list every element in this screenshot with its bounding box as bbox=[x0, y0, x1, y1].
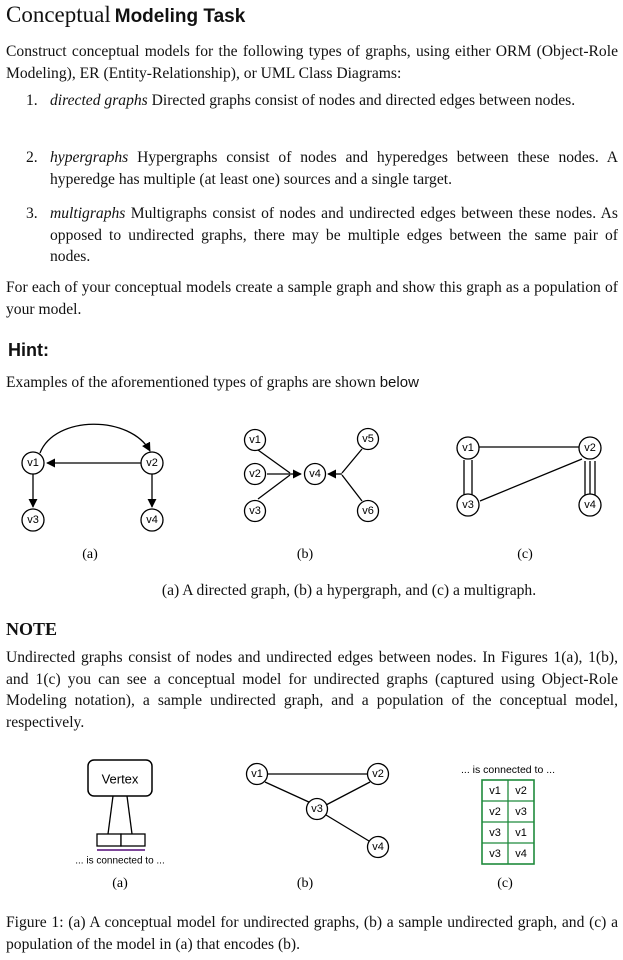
node-v4 bbox=[305, 464, 326, 485]
table-cell: v4 bbox=[515, 848, 527, 860]
hint-text-end: below bbox=[379, 374, 419, 391]
list-item bbox=[0, 147, 623, 191]
svg-text:v2: v2 bbox=[146, 457, 158, 469]
figure-caption: Figure 1: (a) A conceptual model for undirected graphs, (b) a sample undirected graph, and (c) a population of the model in (a) that encodes (b). bbox=[6, 914, 618, 953]
node-v3 bbox=[245, 501, 266, 522]
subfig-label-c: (c) bbox=[497, 876, 513, 891]
intro-paragraph: Construct conceptual models for the following types of graphs, using either ORM (Object-Role Modeling), ER (Entity-Relationship), or UML Class Diagrams: bbox=[6, 43, 618, 82]
orm-role-box-2 bbox=[121, 834, 145, 846]
table-cell: v3 bbox=[489, 848, 501, 860]
orm-fact-label: ... is connected to ... bbox=[75, 855, 165, 867]
node-v4 bbox=[579, 494, 601, 516]
svg-text:v4: v4 bbox=[146, 514, 158, 526]
svg-text:v4: v4 bbox=[372, 841, 384, 853]
population-title: ... is connected to ... bbox=[461, 764, 555, 776]
edge-v5-hub bbox=[342, 449, 362, 473]
node-v5 bbox=[358, 429, 379, 450]
node-v1 bbox=[247, 764, 268, 785]
node-v6 bbox=[358, 501, 379, 522]
node-v3 bbox=[307, 799, 328, 820]
node-v2 bbox=[245, 464, 266, 485]
list-item-term: directed graphs bbox=[50, 92, 148, 109]
edge-v3-v2 bbox=[480, 459, 582, 501]
table-cell: v1 bbox=[489, 785, 501, 797]
hypergraph bbox=[245, 429, 379, 522]
edge-v3-v4 bbox=[326, 815, 369, 841]
subfig-label-c: (c) bbox=[517, 547, 533, 562]
top-figure-caption: (a) A directed graph, (b) a hypergraph, and (c) a multigraph. bbox=[161, 582, 537, 599]
hint-text-main: Examples of the aforementioned types of graphs are shown bbox=[6, 374, 376, 391]
svg-text:v1: v1 bbox=[249, 434, 261, 446]
hint-heading: Hint: bbox=[8, 340, 49, 360]
svg-text:v1: v1 bbox=[462, 442, 474, 454]
node-v3 bbox=[22, 509, 44, 531]
node-v4 bbox=[368, 837, 389, 858]
node-v4 bbox=[141, 509, 163, 531]
note-heading: NOTE bbox=[6, 619, 58, 639]
sample-paragraph: For each of your conceptual models create a sample graph and show this graph as a population of your model. bbox=[6, 279, 618, 318]
subfig-label-a: (a) bbox=[112, 876, 128, 891]
undirected-graph bbox=[247, 764, 389, 858]
svg-text:v4: v4 bbox=[584, 499, 596, 511]
node-v1 bbox=[245, 430, 266, 451]
list-item-text: Multigraphs consist of nodes and undirected edges between these nodes. As opposed to undirected graphs, there may be multiple edges between the same pair of nodes. bbox=[50, 205, 618, 265]
orm-role-line-2 bbox=[127, 796, 132, 834]
node-v2 bbox=[368, 764, 389, 785]
edge-v6-hub bbox=[342, 475, 362, 501]
title-part1: Conceptual bbox=[6, 2, 111, 27]
title-part2: Modeling Task bbox=[114, 6, 246, 27]
edge-v2-v3 bbox=[326, 782, 370, 805]
table-cell: v3 bbox=[489, 827, 501, 839]
svg-text:v4: v4 bbox=[309, 468, 321, 480]
list-item-number: 2. bbox=[26, 149, 38, 166]
svg-text:v2: v2 bbox=[249, 468, 261, 480]
svg-text:v6: v6 bbox=[362, 505, 374, 517]
list-item-term: hypergraphs bbox=[50, 149, 129, 166]
hint-text bbox=[6, 372, 419, 394]
table-cell: v2 bbox=[489, 806, 501, 818]
table-cell: v2 bbox=[515, 785, 527, 797]
edge-v1-v3 bbox=[265, 782, 311, 803]
orm-model bbox=[75, 760, 165, 867]
subfig-label-b: (b) bbox=[296, 876, 314, 891]
table-cell: v3 bbox=[515, 806, 527, 818]
population-table bbox=[461, 764, 555, 864]
node-v1 bbox=[457, 437, 479, 459]
node-v3 bbox=[457, 494, 479, 516]
svg-text:v1: v1 bbox=[27, 457, 39, 469]
svg-text:v3: v3 bbox=[311, 803, 323, 815]
orm-role-line-1 bbox=[108, 796, 113, 834]
orm-role-box-1 bbox=[97, 834, 121, 846]
bottom-figures bbox=[0, 755, 623, 900]
orm-entity-label: Vertex bbox=[101, 771, 139, 787]
svg-text:v1: v1 bbox=[251, 768, 263, 780]
list-item-text: Directed graphs consist of nodes and directed edges between nodes. bbox=[147, 92, 576, 109]
node-v1 bbox=[22, 452, 44, 474]
page-title bbox=[6, 2, 245, 28]
multigraph bbox=[457, 437, 601, 516]
edge-v1-v2-curve bbox=[40, 424, 150, 453]
node-v2 bbox=[579, 437, 601, 459]
svg-text:v5: v5 bbox=[362, 433, 374, 445]
svg-text:v3: v3 bbox=[249, 505, 261, 517]
directed-graph bbox=[22, 424, 163, 531]
list-item bbox=[0, 203, 623, 269]
node-v2 bbox=[141, 452, 163, 474]
note-paragraph: Undirected graphs consist of nodes and undirected edges between nodes. In Figures 1(a), 1(b), and 1(c) you can see a conceptual model for undirected graphs (captured using Object-Role Modeling notation), a sample undirected graph, and a population of the conceptual model, respectively. bbox=[6, 649, 618, 731]
list-item-number: 1. bbox=[26, 92, 38, 109]
list-item-number: 3. bbox=[26, 205, 38, 222]
svg-text:v2: v2 bbox=[584, 442, 596, 454]
subfig-label-a: (a) bbox=[82, 547, 98, 562]
list-item-text: Hypergraphs consist of nodes and hyperedges between these nodes. A hyperedge has multiple (at least one) sources and a single target. bbox=[50, 149, 618, 188]
table-cell: v1 bbox=[515, 827, 527, 839]
svg-text:v3: v3 bbox=[462, 499, 474, 511]
top-figures bbox=[0, 415, 623, 575]
list-item bbox=[0, 90, 623, 134]
svg-text:v3: v3 bbox=[27, 514, 39, 526]
list-item-term: multigraphs bbox=[50, 205, 126, 222]
svg-text:v2: v2 bbox=[372, 768, 384, 780]
subfig-label-b: (b) bbox=[296, 547, 314, 562]
